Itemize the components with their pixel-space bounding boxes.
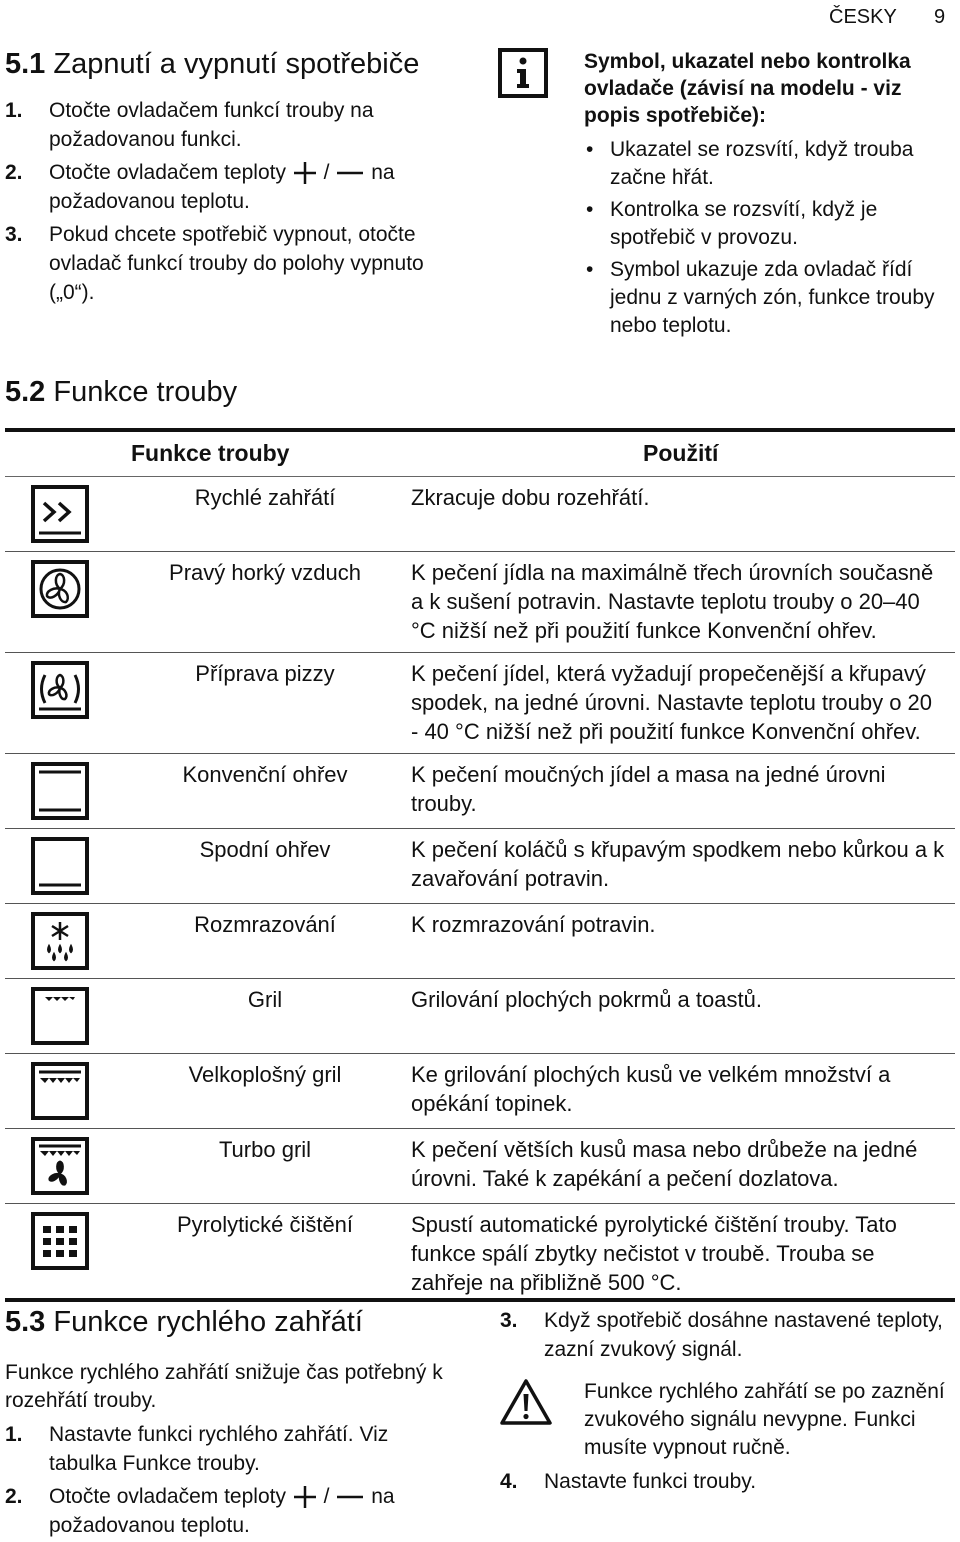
section-number: 5.3 <box>5 1306 46 1338</box>
pizza-icon <box>31 661 89 719</box>
section-5-1-steps <box>5 96 460 307</box>
oven-functions-table <box>5 428 955 1302</box>
section-title: Funkce trouby <box>53 376 238 408</box>
column-header-function: Funkce trouby <box>5 430 407 476</box>
function-name: Velkoplošný gril <box>123 1053 407 1128</box>
function-name: Spodní ohřev <box>123 828 407 903</box>
column-header-use: Použití <box>407 430 955 476</box>
conventional-heat-icon <box>31 762 89 820</box>
minus-icon <box>335 160 365 186</box>
function-name: Gril <box>123 978 407 1053</box>
function-use: K pečení jídel, která vyžadují propečenější a křupavý spodek, na jedné úrovni. Nastavte teplotu trouby o 20 - 40 °C nižší než při použití funkce Konvenční ohřev. <box>407 652 955 753</box>
section-number: 5.1 <box>5 48 46 80</box>
header-language: ČESKY <box>829 6 897 28</box>
warning-icon <box>500 1378 552 1426</box>
plus-icon <box>292 1484 318 1510</box>
info-bullets <box>584 136 944 344</box>
table-row <box>5 1203 955 1300</box>
function-name: Pravý horký vzduch <box>123 551 407 652</box>
function-use: Spustí automatické pyrolytické čištění trouby. Tato funkce spálí zbytky nečistot v troubě. Trouba se zahřeje na přibližně 500 °C. <box>407 1203 955 1300</box>
section-5-3-steps-left <box>5 1420 460 1540</box>
table-row <box>5 551 955 652</box>
info-icon <box>498 48 548 98</box>
function-use: K pečení koláčů s křupavým spodkem nebo kůrkou a k zavařování potravin. <box>407 828 955 903</box>
section-5-3-step-4 <box>500 1467 955 1496</box>
table-row <box>5 1128 955 1203</box>
function-use: K pečení větších kusů masa nebo drůbeže na jedné úrovni. Také k zapékání a pečení dozlatova. <box>407 1128 955 1203</box>
turbo-grill-icon <box>31 1137 89 1195</box>
table-row <box>5 753 955 828</box>
step-item: 1. Nastavte funkci rychlého zahřátí. Viz tabulka Funkce trouby. <box>5 1423 389 1475</box>
section-5-2-heading <box>5 376 237 409</box>
pyrolysis-icon <box>31 1212 89 1270</box>
bullet-item: • Kontrolka se rozsvítí, když je spotřebič v provozu. <box>584 196 944 252</box>
step-item: 1. Otočte ovladačem funkcí trouby na požadovanou funkci. <box>5 99 374 151</box>
bullet-item: • Symbol ukazuje zda ovladač řídí jednu z varných zón, funkce trouby nebo teplotu. <box>584 256 944 340</box>
function-name: Rozmrazování <box>123 903 407 978</box>
table-row <box>5 1053 955 1128</box>
step-item: 3. Pokud chcete spotřebič vypnout, otočte ovladač funkcí trouby do polohy vypnuto („0“). <box>5 223 424 304</box>
section-5-3-heading <box>5 1306 363 1339</box>
fast-heat-icon <box>31 485 89 543</box>
defrost-icon <box>31 912 89 970</box>
true-fan-icon <box>31 560 89 618</box>
section-5-3-intro: Funkce rychlého zahřátí snižuje čas potřebný k rozehřátí trouby. <box>5 1361 443 1412</box>
bottom-heat-icon <box>31 837 89 895</box>
minus-icon <box>335 1484 365 1510</box>
function-name: Rychlé zahřátí <box>194 484 336 510</box>
step-item: 3. Když spotřebič dosáhne nastavené teploty, zazní zvukový signál. <box>500 1309 943 1361</box>
bullet-item: • Ukazatel se rozsvítí, když trouba začne hřát. <box>584 136 944 192</box>
table-row <box>5 903 955 978</box>
table-row <box>5 978 955 1053</box>
section-title: Funkce rychlého zahřátí <box>53 1306 363 1338</box>
table-row <box>5 652 955 753</box>
grill-icon <box>31 987 89 1045</box>
function-name: Turbo gril <box>123 1128 407 1203</box>
function-use: Zkracuje dobu rozehřátí. <box>411 484 650 510</box>
function-use: Ke grilování plochých kusů ve velkém množství a opékání topinek. <box>407 1053 955 1128</box>
step-item: 2. Otočte ovladačem teploty / na požadovanou teplotu. <box>5 161 395 213</box>
table-row <box>5 476 955 551</box>
table-row <box>5 828 955 903</box>
function-use: K pečení jídla na maximálně třech úrovních současně a k sušení potravin. Nastavte teplotu trouby o 20–40 °C nižší než při použití funkce Konvenční ohřev. <box>407 551 955 652</box>
section-5-1-heading <box>5 48 419 81</box>
section-number: 5.2 <box>5 376 46 408</box>
section-5-3-step-3 <box>500 1306 955 1364</box>
function-name: Pyrolytické čištění <box>123 1203 407 1300</box>
function-use: K pečení moučných jídel a masa na jedné úrovni trouby. <box>407 753 955 828</box>
warning-text: Funkce rychlého zahřátí se po zaznění zvukového signálu nevypne. Funkci musíte vypnout ručně. <box>584 1380 945 1459</box>
function-use: K rozmrazování potravin. <box>407 903 955 978</box>
function-name: Konvenční ohřev <box>123 753 407 828</box>
info-heading: Symbol, ukazatel nebo kontrolka ovladače (závisí na modelu - viz popis spotřebiče): <box>584 50 911 127</box>
section-title: Zapnutí a vypnutí spotřebiče <box>53 48 420 80</box>
step-item: 2. Otočte ovladačem teploty / na požadovanou teplotu. <box>5 1485 395 1537</box>
function-use: Grilování plochých pokrmů a toastů. <box>407 978 955 1053</box>
function-name: Příprava pizzy <box>123 652 407 753</box>
fast-grill-icon <box>31 1062 89 1120</box>
step-item: 4. Nastavte funkci trouby. <box>500 1470 757 1493</box>
plus-icon <box>292 160 318 186</box>
page-number: 9 <box>934 6 946 28</box>
